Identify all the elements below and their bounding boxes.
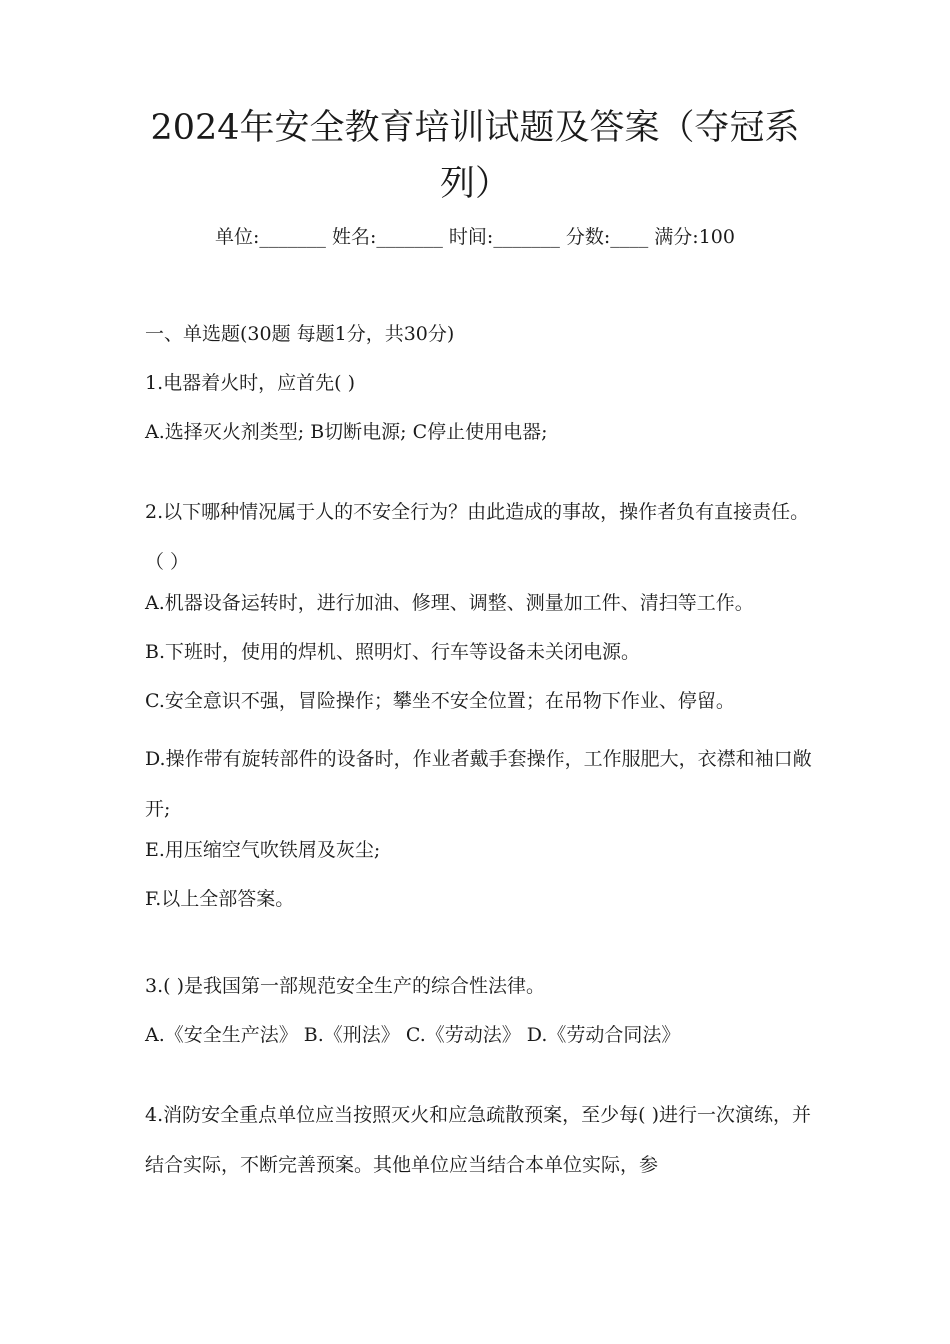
option-d: D.操作带有旋转部件的设备时，作业者戴手套操作，工作服肥大，衣襟和袖口敞开; bbox=[145, 748, 812, 820]
document-body bbox=[145, 318, 813, 1190]
question-2 bbox=[145, 487, 813, 915]
option-f: F.以上全部答案。 bbox=[145, 888, 295, 910]
question-stem: 4.消防安全重点单位应当按照灭火和应急疏散预案，至少每( )进行一次演练，并结合实际，不断完善预案。其他单位应当结合本单位实际，参 bbox=[145, 1104, 811, 1176]
question-options: A.《安全生产法》 B.《刑法》 C.《劳动法》 D.《劳动合同法》 bbox=[145, 1024, 681, 1046]
section-heading: 一、单选题(30题 每题1分，共30分) bbox=[145, 323, 455, 345]
question-stem: 2.以下哪种情况属于人的不安全行为？由此造成的事故，操作者负有直接责任。（ ） bbox=[145, 501, 810, 573]
option-c: C.安全意识不强，冒险操作；攀坐不安全位置；在吊物下作业、停留。 bbox=[145, 690, 735, 712]
exam-info-line: 单位:_______ 姓名:_______ 时间:_______ 分数:____ 满分:100 bbox=[215, 226, 735, 248]
question-4 bbox=[145, 1090, 813, 1190]
option-e: E.用压缩空气吹铁屑及灰尘; bbox=[145, 839, 381, 861]
option-a: A.机器设备运转时，进行加油、修理、调整、测量加工件、清扫等工作。 bbox=[145, 592, 754, 614]
document-title: 2024年安全教育培训试题及答案（夺冠系列） bbox=[150, 108, 800, 204]
question-3 bbox=[145, 970, 813, 1051]
question-stem: 1.电器着火时，应首先( ) bbox=[145, 372, 355, 394]
option-b: B.下班时，使用的焊机、照明灯、行车等设备未关闭电源。 bbox=[145, 641, 641, 663]
question-stem: 3.( )是我国第一部规范安全生产的综合性法律。 bbox=[145, 975, 545, 997]
question-options: A.选择灭火剂类型; B切断电源; C停止使用电器; bbox=[145, 421, 548, 443]
question-1 bbox=[145, 367, 813, 448]
